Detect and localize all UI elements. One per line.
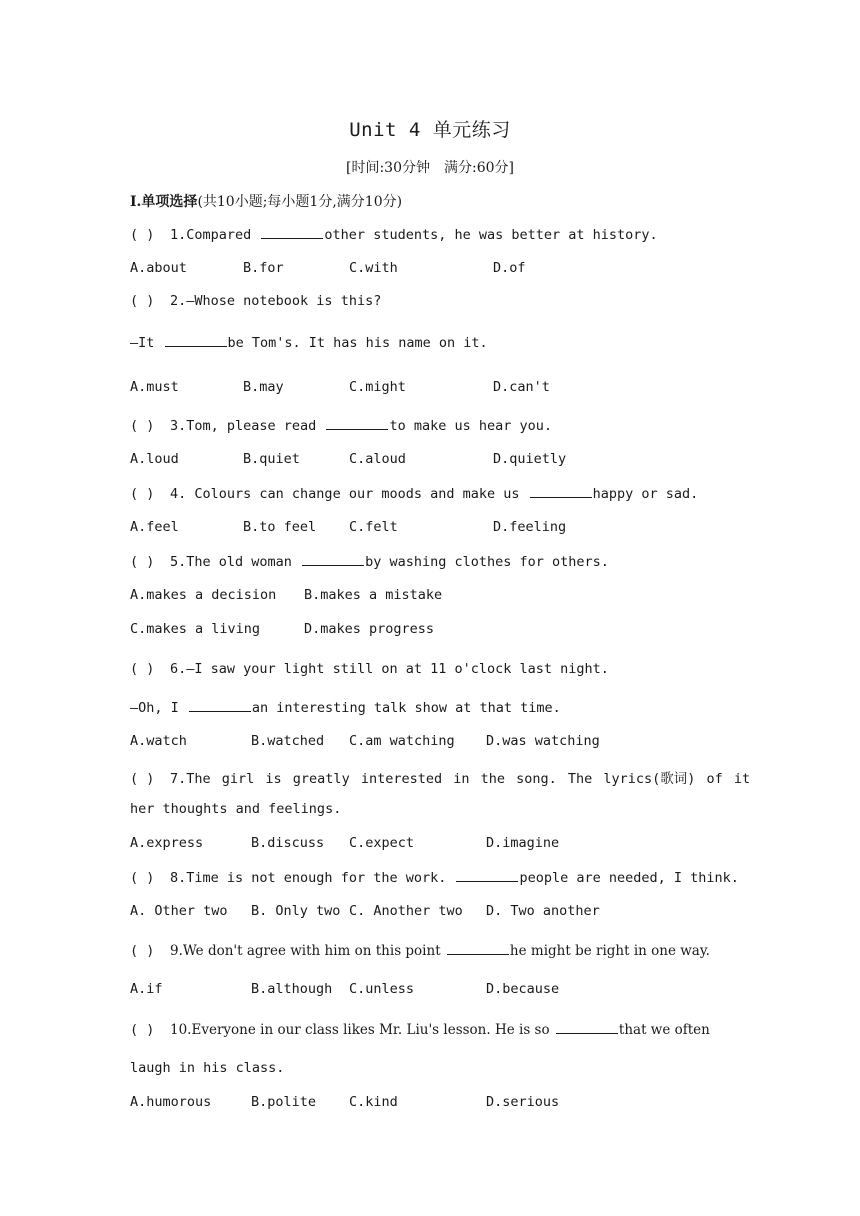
- option-b[interactable]: B.for: [243, 260, 284, 276]
- option-d[interactable]: D.was watching: [486, 733, 600, 749]
- question-4: [130, 485, 698, 502]
- question-10-cont: laugh in his class.: [130, 1060, 285, 1076]
- question-text-b: to make us hear you.: [389, 418, 552, 434]
- option-a[interactable]: A.must: [130, 379, 179, 395]
- answer-paren[interactable]: ( ): [130, 870, 155, 886]
- blank[interactable]: [556, 1021, 618, 1034]
- question-number: 3.: [170, 418, 187, 434]
- question-text-a: —Oh, I: [130, 700, 187, 716]
- blank[interactable]: [165, 334, 227, 347]
- question-6-reply: [130, 699, 561, 716]
- question-text-b: an interesting talk show at that time.: [251, 700, 561, 716]
- question-2-reply: [130, 334, 488, 351]
- option-a[interactable]: A.humorous: [130, 1094, 212, 1110]
- option-c[interactable]: C.with: [349, 260, 398, 276]
- option-b[interactable]: B. Only two: [251, 903, 341, 919]
- option-b[interactable]: B.may: [243, 379, 284, 395]
- question-number: 4.: [170, 486, 187, 502]
- answer-paren[interactable]: ( ): [130, 1022, 155, 1038]
- answer-paren[interactable]: ( ): [130, 293, 155, 309]
- question-number: 1.: [170, 227, 187, 243]
- option-a[interactable]: A.makes a decision: [130, 587, 277, 603]
- blank[interactable]: [447, 942, 509, 955]
- option-a[interactable]: A.if: [130, 981, 163, 997]
- blank[interactable]: [261, 226, 323, 239]
- question-line1: —Whose notebook is this?: [186, 293, 382, 309]
- option-c[interactable]: C.kind: [349, 1094, 398, 1110]
- option-b[interactable]: B.polite: [251, 1094, 317, 1110]
- question-text-b: be Tom's. It has his name on it.: [227, 335, 488, 351]
- option-a[interactable]: A.loud: [130, 451, 179, 467]
- blank[interactable]: [530, 485, 592, 498]
- question-text-b: other students, he was better at history.: [324, 227, 658, 243]
- question-line1: The girl is greatly interested in the song. The lyrics(歌词) of it: [186, 771, 751, 787]
- section-title: Ⅰ.单项选择: [130, 194, 198, 210]
- question-number: 10.: [170, 1022, 192, 1038]
- question-text-a: Everyone in our class likes Mr. Liu's lesson. He is so: [191, 1022, 554, 1038]
- blank[interactable]: [189, 699, 251, 712]
- question-7-cont: her thoughts and feelings.: [130, 801, 342, 817]
- option-a[interactable]: A.express: [130, 835, 204, 851]
- question-text-a: We don't agree with him on this point: [182, 943, 445, 959]
- option-d[interactable]: D. Two another: [486, 903, 600, 919]
- page-title: Unit 4 单元练习: [349, 119, 511, 141]
- option-d[interactable]: D.feeling: [493, 519, 567, 535]
- question-number: 8.: [170, 870, 187, 886]
- option-b[interactable]: B.makes a mistake: [304, 587, 443, 603]
- option-d[interactable]: D.quietly: [493, 451, 567, 467]
- question-text-b: happy or sad.: [592, 486, 699, 502]
- question-text-a: Tom, please read: [186, 418, 325, 434]
- answer-paren[interactable]: ( ): [130, 486, 155, 502]
- option-b[interactable]: B.watched: [251, 733, 325, 749]
- blank[interactable]: [456, 869, 518, 882]
- option-d[interactable]: D.can't: [493, 379, 550, 395]
- section-note: (共10小题;每小题1分,满分10分): [197, 194, 403, 210]
- option-d[interactable]: D.because: [486, 981, 560, 997]
- section-heading: [130, 191, 402, 211]
- option-c[interactable]: C.makes a living: [130, 621, 261, 637]
- question-text-a: Compared: [186, 227, 260, 243]
- option-c[interactable]: C.unless: [349, 981, 415, 997]
- question-number: 6.: [170, 661, 187, 677]
- option-d[interactable]: D.makes progress: [304, 621, 435, 637]
- question-3: [130, 417, 552, 434]
- question-8: [130, 869, 739, 886]
- option-c[interactable]: C.aloud: [349, 451, 406, 467]
- option-b[interactable]: B.discuss: [251, 835, 325, 851]
- answer-paren[interactable]: ( ): [130, 554, 155, 570]
- option-d[interactable]: D.of: [493, 260, 526, 276]
- question-line1: —I saw your light still on at 11 o'clock last night.: [186, 661, 609, 677]
- answer-paren[interactable]: ( ): [130, 227, 155, 243]
- option-c[interactable]: C.might: [349, 379, 406, 395]
- option-b[interactable]: B.to feel: [243, 519, 317, 535]
- question-7: [130, 767, 751, 787]
- option-d[interactable]: D.serious: [486, 1094, 560, 1110]
- question-text-b: by washing clothes for others.: [365, 554, 609, 570]
- question-2: [130, 293, 381, 309]
- blank[interactable]: [302, 553, 364, 566]
- option-b[interactable]: B.quiet: [243, 451, 300, 467]
- question-5: [130, 553, 609, 570]
- answer-paren[interactable]: ( ): [130, 661, 155, 677]
- option-a[interactable]: A.feel: [130, 519, 179, 535]
- question-text-b: that we often: [618, 1022, 710, 1038]
- question-text-a: Colours can change our moods and make us: [186, 486, 528, 502]
- option-d[interactable]: D.imagine: [486, 835, 560, 851]
- option-b[interactable]: B.although: [251, 981, 333, 997]
- blank[interactable]: [326, 417, 388, 430]
- option-c[interactable]: C.am watching: [349, 733, 455, 749]
- question-number: 7.: [170, 771, 187, 787]
- question-number: 5.: [170, 554, 187, 570]
- option-a[interactable]: A. Other two: [130, 903, 228, 919]
- question-text-a: —It: [130, 335, 163, 351]
- option-c[interactable]: C.expect: [349, 835, 415, 851]
- question-number: 2.: [170, 293, 187, 309]
- question-text-b: people are needed, I think.: [519, 870, 739, 886]
- question-9: [130, 942, 710, 959]
- question-6: [130, 661, 609, 677]
- option-c[interactable]: C.felt: [349, 519, 398, 535]
- answer-paren[interactable]: ( ): [130, 943, 155, 959]
- answer-paren[interactable]: ( ): [130, 771, 155, 787]
- option-a[interactable]: A.watch: [130, 733, 187, 749]
- page-subtitle: [时间:30分钟 满分:60分]: [346, 160, 514, 176]
- question-number: 9.: [170, 943, 183, 959]
- answer-paren[interactable]: ( ): [130, 418, 155, 434]
- question-text-a: The old woman: [186, 554, 301, 570]
- question-text-a: Time is not enough for the work.: [186, 870, 455, 886]
- question-1: [130, 226, 658, 243]
- question-10: [130, 1021, 710, 1038]
- option-a[interactable]: A.about: [130, 260, 187, 276]
- question-text-b: he might be right in one way.: [509, 943, 710, 959]
- option-c[interactable]: C. Another two: [349, 903, 463, 919]
